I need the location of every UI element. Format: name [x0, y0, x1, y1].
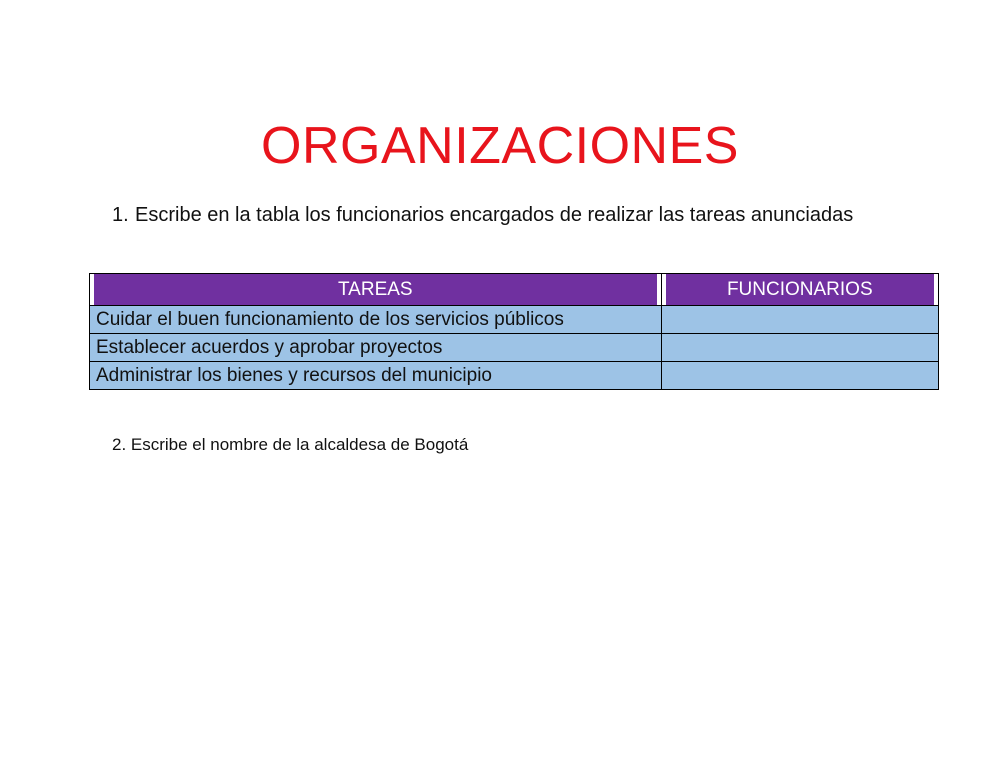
official-answer-cell[interactable]: [661, 362, 938, 390]
official-answer-cell[interactable]: [661, 334, 938, 362]
page-title: ORGANIZACIONES: [261, 117, 739, 175]
table-row: [90, 306, 939, 334]
header-tareas: TAREAS: [90, 274, 662, 306]
question-1: [112, 199, 872, 231]
task-cell: Establecer acuerdos y aprobar proyectos: [90, 334, 662, 362]
official-answer-cell[interactable]: [661, 306, 938, 334]
task-cell: Cuidar el buen funcionamiento de los servicios públicos: [90, 306, 662, 334]
question-1-number: 1.: [112, 204, 129, 226]
question-2: 2. Escribe el nombre de la alcaldesa de Bogotá: [112, 435, 469, 454]
table-row: [90, 362, 939, 390]
tasks-table: [89, 273, 939, 390]
table-header-row: [90, 274, 939, 306]
task-cell: Administrar los bienes y recursos del municipio: [90, 362, 662, 390]
header-funcionarios: FUNCIONARIOS: [661, 274, 938, 306]
question-1-text: Escribe en la tabla los funcionarios encargados de realizar las tareas anunciadas: [135, 204, 854, 226]
table-row: [90, 334, 939, 362]
